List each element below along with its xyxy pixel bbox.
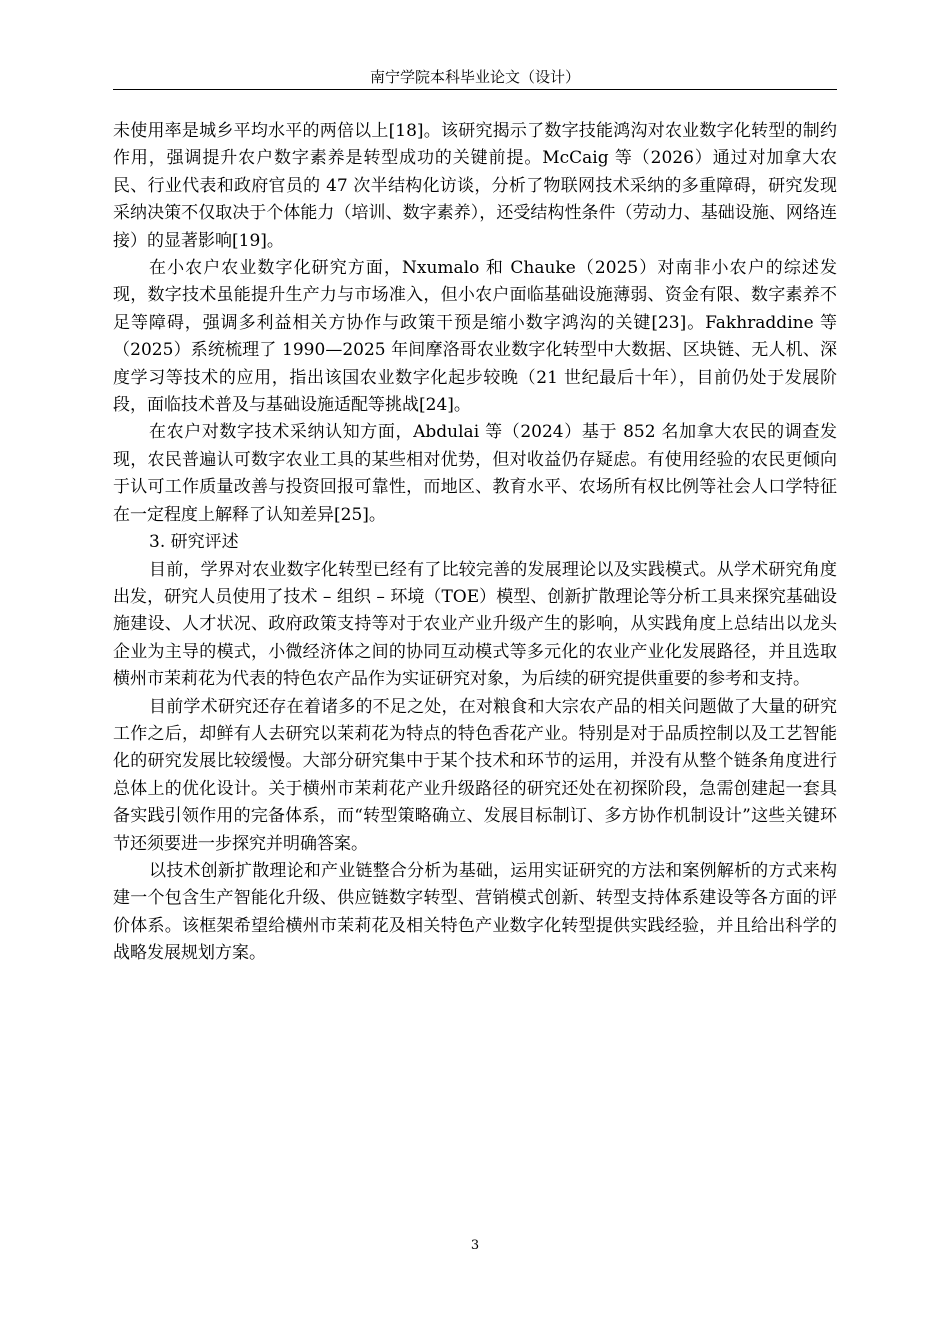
page-number: 3 xyxy=(470,1238,480,1253)
paragraph-smallholder-research: 在小农户农业数字化研究方面，Nxumalo 和 Chauke（2025）对南非小农户的综述发现，数字技术虽能提升生产力与市场准入，但小农户面临基础设施薄弱、资金有限、数字素养不足等障碍，强调多利益相关方协作与政策干预是缩小数字鸿沟的关键[23]。Fakhraddine 等（2025）系统梳理了 1990—2025 年间摩洛哥农业数字化转型中大数据、区块链、无人机、深度学习等技术的应用，指出该国农业数字化起步较晚（21 世纪最后十年），目前仍处于发展阶段，面临技术普及与基础设施适配等挑战[24]。 xyxy=(113,258,837,416)
paragraph-research-gaps: 目前学术研究还存在着诸多的不足之处，在对粮食和大宗农产品的相关问题做了大量的研究工作之后，却鲜有人去研究以茉莉花为特点的特色香花产业。特别是对于品质控制以及工艺智能化的研究发展比较缓慢。大部分研究集中于某个技术和环节的运用，并没有从整个链条角度进行总体上的优化设计。关于横州市茉莉花产业升级路径的研究还处在初探阶段，急需创建起一套具备实践引领作用的完备体系，而“转型策略确立、发展目标制订、多方协作机制设计”这些关键环节还须要进一步探究并明确答案。 xyxy=(113,696,837,854)
paragraph-continued: 未使用率是城乡平均水平的两倍以上[18]。该研究揭示了数字技能鸿沟对农业数字化转型的制约作用，强调提升农户数字素养是转型成功的关键前提。McCaig 等（2026）通过对加拿大农民、行业代表和政府官员的 47 次半结构化访谈，分析了物联网技术采纳的多重障碍，研究发现采纳决策不仅取决于个体能力（培训、数字素养），还受结构性条件（劳动力、基础设施、网络连接）的显著影响[19]。 xyxy=(113,121,837,251)
paragraph-framework: 以技术创新扩散理论和产业链整合分析为基础，运用实证研究的方法和案例解析的方式来构建一个包含生产智能化升级、供应链数字转型、营销模式创新、转型支持体系建设等各方面的评价体系。该框架希望给横州市茉莉花及相关特色产业数字化转型提供实践经验，并且给出科学的战略发展规划方案。 xyxy=(113,860,837,964)
header-divider xyxy=(113,89,837,90)
paragraph-adoption-perception: 在农户对数字技术采纳认知方面，Abdulai 等（2024）基于 852 名加拿大农民的调查发现，农民普遍认可数字农业工具的某些相对优势，但对收益仍存疑虑。有使用经验的农民更倾向于认可工作质量改善与投资回报可靠性，而地区、教育水平、农场所有权比例等社会人口学特征在一定程度上解释了认知差异[25]。 xyxy=(113,422,837,525)
body-text xyxy=(113,118,837,968)
paragraph-review-summary: 目前，学界对农业数字化转型已经有了比较完善的发展理论以及实践模式。从学术研究角度出发，研究人员使用了技术 – 组织 – 环境（TOE）模型、创新扩散理论等分析工具来探究基础设施建设、人才状况、政府政策支持等对于农业产业升级产生的影响，从实践角度上总结出以龙头企业为主导的模式，小微经济体之间的协同互动模式等多元化的农业产业化发展路径，并且选取横州市茉莉花为代表的特色农产品作为实证研究对象，为后续的研究提供重要的参考和支持。 xyxy=(113,559,837,690)
section-heading: 3. 研究评述 xyxy=(149,532,239,553)
running-header: 南宁学院本科毕业论文（设计） xyxy=(369,68,580,86)
